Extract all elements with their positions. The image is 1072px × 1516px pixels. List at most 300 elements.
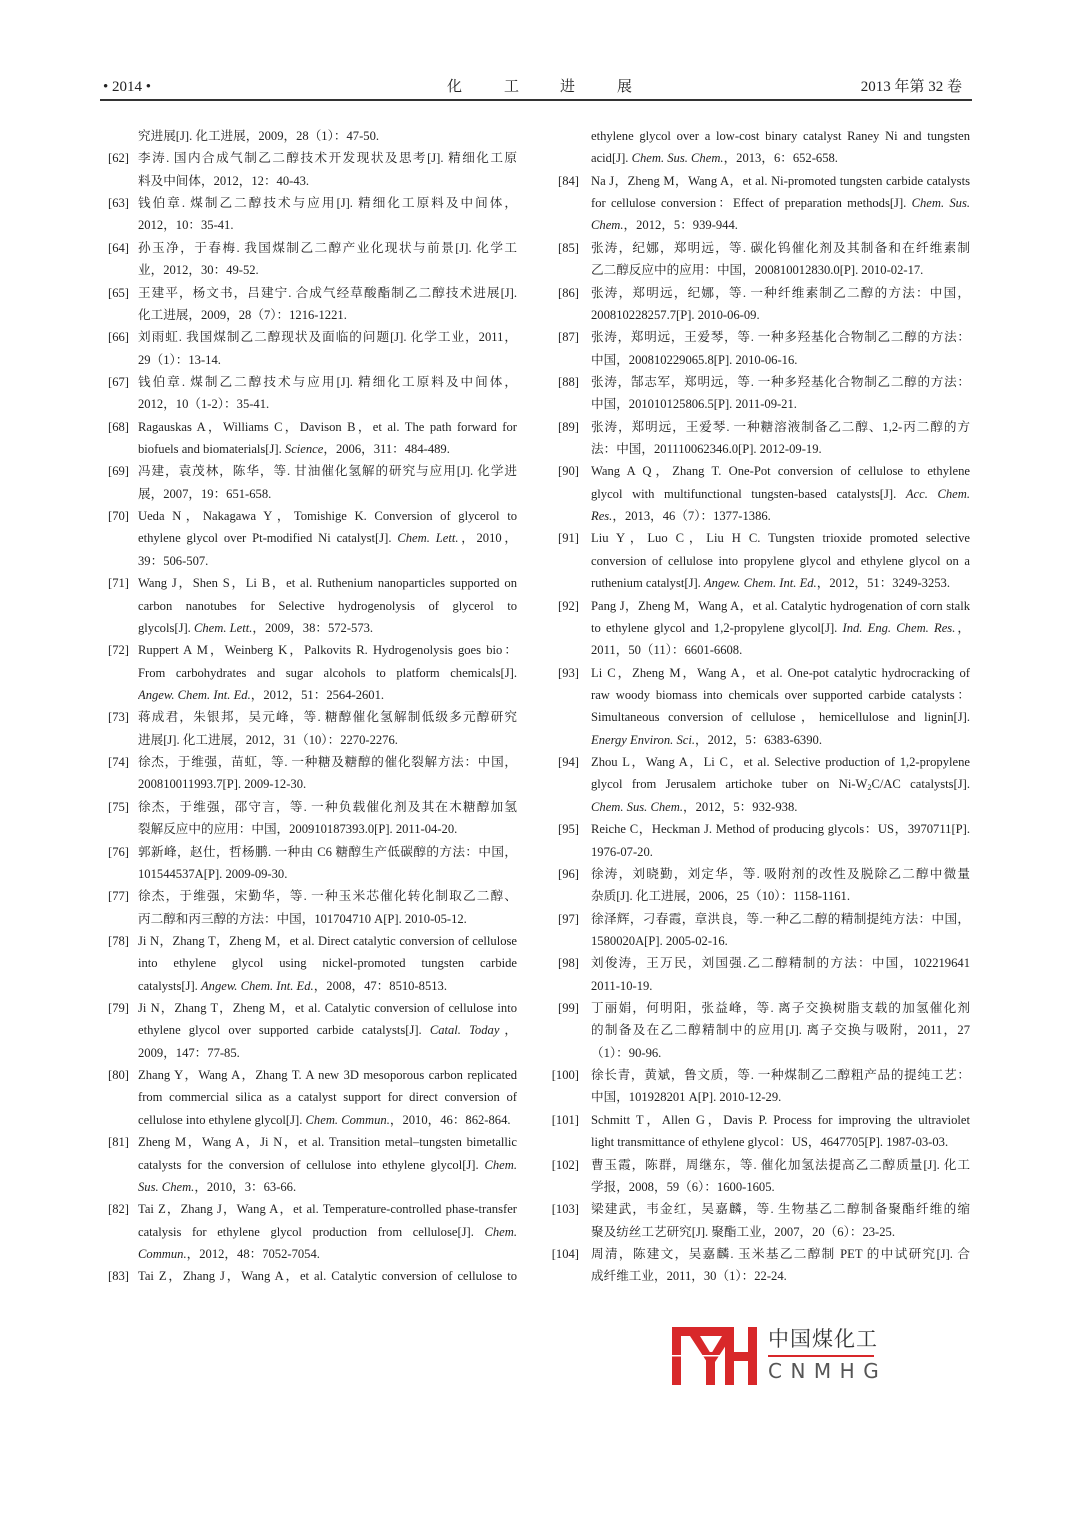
reference-entry <box>95 237 575 282</box>
logo-divider <box>768 1355 874 1357</box>
reference-number: [68] <box>108 419 129 434</box>
reference-entry <box>95 751 575 796</box>
reference-line <box>591 237 970 259</box>
reference-text: 29（1）：13-14. <box>138 352 221 367</box>
reference-line <box>138 170 517 192</box>
logo-name-chinese: 中国煤化工 <box>768 1327 878 1351</box>
reference-line <box>591 595 970 617</box>
journal-name: Acc. Chem. <box>905 486 970 501</box>
reference-text: 中国，200810229065.8[P]. 2010-06-16. <box>591 352 798 367</box>
reference-line <box>138 1086 517 1108</box>
reference-text: ， <box>955 620 970 635</box>
reference-line <box>591 349 970 371</box>
reference-text: from commercial silica as a catalyst support for direct conversion of <box>138 1090 517 1105</box>
reference-entry <box>95 1131 575 1198</box>
reference-line <box>138 1131 517 1153</box>
reference-line <box>591 371 970 393</box>
reference-entry <box>540 818 1020 863</box>
reference-text: ethylene glycol over supported carbide catalysts[J]. <box>138 1023 430 1038</box>
reference-line <box>138 1109 517 1131</box>
reference-line <box>138 885 517 907</box>
logo-name-english: CNMHG <box>768 1359 888 1383</box>
reference-number: [66] <box>108 330 129 345</box>
reference-entry <box>95 192 575 237</box>
reference-number: [86] <box>558 285 579 300</box>
reference-number: [103] <box>551 1202 579 1217</box>
reference-text: 2012，10（1-2）：35-41. <box>138 397 270 412</box>
reference-line <box>138 796 517 818</box>
reference-text: ，2008，47：8510-8513. <box>313 978 447 993</box>
reference-text: 业，2012，30：49-52. <box>138 263 259 278</box>
reference-line <box>138 572 517 594</box>
reference-line <box>138 975 517 997</box>
reference-text: cellulose into ethylene glycol[J]. <box>138 1112 306 1127</box>
reference-line <box>591 684 970 706</box>
reference-entry <box>95 147 575 192</box>
reference-line <box>138 125 517 147</box>
reference-text: 孙玉净，于春梅. 我国煤制乙二醇产业化现状与前景[J]. 化学工 <box>138 240 517 255</box>
reference-line <box>591 1221 970 1243</box>
reference-line <box>591 527 970 549</box>
reference-text: 中国，101928201 A[P]. 2010-12-29. <box>591 1090 782 1105</box>
reference-entry <box>540 952 1020 997</box>
reference-number: [63] <box>108 196 129 211</box>
reference-text: 冯建，袁茂林，陈华，等. 甘油催化氢解的研究与应用[J]. 化学进 <box>138 464 517 479</box>
reference-line <box>138 729 517 751</box>
reference-entry <box>95 125 575 147</box>
reference-text: 200810011993.7[P]. 2009-12-30. <box>138 777 307 792</box>
reference-line <box>591 930 970 952</box>
reference-entry <box>95 326 575 371</box>
reference-text: 究进展[J]. 化工进展，2009，28（1）：47-50. <box>138 129 380 143</box>
reference-line <box>138 483 517 505</box>
reference-entry <box>540 751 1020 818</box>
reference-number: [93] <box>558 665 579 680</box>
reference-line <box>138 550 517 572</box>
reference-text: 2011-10-19. <box>591 978 653 993</box>
reference-text: Ji N，Zhang T，Zheng M，et al. Direct catalytic conversion of cellulose <box>138 933 517 948</box>
reference-number: [79] <box>108 1001 129 1016</box>
reference-entry <box>95 841 575 886</box>
reference-line <box>138 192 517 214</box>
reference-text: C/AC catalysts[J]. <box>871 777 970 792</box>
reference-line <box>138 818 517 840</box>
reference-line <box>591 908 970 930</box>
reference-line <box>591 1086 970 1108</box>
reference-line <box>138 863 517 885</box>
reference-line <box>591 125 970 147</box>
reference-line <box>591 1198 970 1220</box>
reference-entry <box>95 282 575 327</box>
reference-line <box>591 639 970 661</box>
reference-line <box>591 997 970 1019</box>
reference-text: 1976-07-20. <box>591 844 653 859</box>
reference-entry <box>95 796 575 841</box>
reference-text: 101544537A[P]. 2009-09-30. <box>138 866 288 881</box>
reference-text: carbon nanotubes for Selective hydrogenolysis of glycerol to <box>138 598 517 613</box>
reference-number: [100] <box>551 1068 579 1083</box>
reference-text: ，2013，6：652-658. <box>723 151 838 166</box>
reference-line <box>591 773 970 795</box>
reference-text: 徐杰，于维强，邵守言，等. 一种负载催化剂及其在木糖醇加氢 <box>138 799 517 814</box>
reference-entry <box>95 371 575 416</box>
reference-text: conversion of cellulose into propylene glycol and ethylene glycol on a <box>591 553 970 568</box>
reference-line <box>591 1243 970 1265</box>
reference-text: ，2012，5：939-944. <box>623 218 738 233</box>
reference-number: [71] <box>108 576 129 591</box>
reference-text: 裂解反应中的应用：中国，200910187393.0[P]. 2011-04-20. <box>138 822 458 837</box>
journal-title-char: 进 <box>560 79 576 95</box>
reference-entry <box>540 1243 1020 1288</box>
reference-line <box>591 662 970 684</box>
reference-text: 化工进展，2009，28（7）：1216-1221. <box>138 307 347 322</box>
reference-line <box>138 416 517 438</box>
reference-number: [75] <box>108 799 129 814</box>
reference-text: 周清，陈建文，吴嘉麟. 玉米基乙二醇制 PET 的中试研究[J]. 合 <box>591 1246 970 1261</box>
reference-entry <box>95 1064 575 1131</box>
reference-line <box>138 259 517 281</box>
reference-line <box>138 505 517 527</box>
reference-line <box>591 483 970 505</box>
reference-entry <box>540 527 1020 594</box>
reference-text: 李涛. 国内合成气制乙二醇技术开发现状及思考[J]. 精细化工原 <box>138 151 517 166</box>
header-rule <box>100 99 972 101</box>
reference-number: [85] <box>558 240 579 255</box>
reference-number: [94] <box>558 755 579 770</box>
reference-entry <box>540 997 1020 1064</box>
reference-text: 王建平，杨文书，吕建宁. 合成气经草酸酯制乙二醇技术进展[J]. <box>138 285 517 300</box>
reference-text: 张涛，郜志军，郑明远，等. 一种多羟基化合物制乙二醇的方法： <box>591 374 970 389</box>
reference-text: Wang J，Shen S，Li B，et al. Ruthenium nanoparticles supported on <box>138 576 517 591</box>
reference-line <box>138 662 517 684</box>
reference-text: light transmittance of ethylene glycol：US，4647705[P]. 1987-03-03. <box>591 1135 949 1150</box>
reference-line <box>138 751 517 773</box>
reference-text: ，2012，51：2564-2601. <box>250 687 385 702</box>
reference-text: 郭新峰，赵仕，哲杨鹏. 一种由 C6 糖醇生产低碳醇的方法：中国， <box>138 844 517 859</box>
reference-text: 39：506-507. <box>138 553 209 568</box>
reference-number: [101] <box>551 1112 579 1127</box>
issue-info: 2013 年第 32 卷 <box>860 79 962 95</box>
reference-line <box>591 1131 970 1153</box>
reference-line <box>138 773 517 795</box>
journal-name: Chem. <box>484 1157 517 1172</box>
reference-line <box>138 349 517 371</box>
reference-text: ，2010，3：63-66. <box>194 1179 297 1194</box>
reference-line <box>138 460 517 482</box>
reference-text: 蒋成君，朱银邦，吴元峰，等. 糖醇催化氢解制低级多元醇研究 <box>138 710 517 725</box>
reference-number: [81] <box>108 1135 129 1150</box>
reference-entry <box>95 460 575 505</box>
reference-entry <box>540 282 1020 327</box>
reference-line <box>138 1221 517 1243</box>
reference-line <box>138 214 517 236</box>
reference-line <box>138 1265 517 1287</box>
reference-text: 中国，201010125806.5[P]. 2011-09-21. <box>591 397 797 412</box>
reference-line <box>138 617 517 639</box>
reference-entry <box>540 863 1020 908</box>
reference-number: [87] <box>558 330 579 345</box>
reference-line <box>591 796 970 818</box>
reference-line <box>591 304 970 326</box>
journal-name: Sus. Chem. <box>138 1179 195 1194</box>
reference-text: Zhang Y，Wang A，Zhang T. A new 3D mesoporous carbon replicated <box>138 1068 517 1083</box>
reference-line <box>591 214 970 236</box>
reference-text: ，2010，46：862-864. <box>389 1112 511 1127</box>
reference-line <box>591 572 970 594</box>
reference-line <box>591 147 970 169</box>
reference-number: [76] <box>108 844 129 859</box>
journal-title-char: 化 <box>447 79 463 95</box>
reference-text: （1）：90-96. <box>591 1045 662 1060</box>
reference-text: ，2012，5：932-938. <box>683 799 798 814</box>
reference-text: 成纤维工业，2011，30（1）：22-24. <box>591 1269 787 1284</box>
reference-entry <box>540 1154 1020 1199</box>
journal-name: Angew. Chem. Int. Ed. <box>703 576 817 591</box>
reference-text: catalysis for ethylene glycol production from cellulose[J]. <box>138 1224 485 1239</box>
reference-line <box>591 416 970 438</box>
reference-line <box>138 147 517 169</box>
reference-text: Ruppert A M，Weinberg K，Palkovits R. Hydrogenolysis goes bio： <box>138 643 517 658</box>
reference-line <box>591 393 970 415</box>
reference-line <box>591 192 970 214</box>
reference-entry <box>95 1265 575 1287</box>
reference-text: 1580020A[P]. 2005-02-16. <box>591 933 728 948</box>
reference-number: [78] <box>108 933 129 948</box>
reference-text: ，2006，311：484-489. <box>323 442 450 457</box>
reference-number: [92] <box>558 598 579 613</box>
reference-text: into ethylene glycol using nickel-promoted tungsten carbide <box>138 956 517 971</box>
reference-number: [102] <box>551 1157 579 1172</box>
reference-number: [104] <box>551 1246 579 1261</box>
reference-text: Ji N，Zhang T，Zheng M，et al. Catalytic conversion of cellulose into <box>138 1001 517 1016</box>
reference-line <box>138 371 517 393</box>
reference-entry <box>95 639 575 706</box>
journal-name: Chem. Lett. <box>397 531 459 546</box>
reference-entry <box>540 125 1020 170</box>
journal-name: Ind. Eng. Chem. Res. <box>842 620 956 635</box>
reference-number: [70] <box>108 509 129 524</box>
reference-line <box>591 1109 970 1131</box>
reference-line <box>138 639 517 661</box>
reference-entry <box>95 505 575 572</box>
reference-text: Zheng M，Wang A，Ji N，et al. Transition metal–tungsten bimetallic <box>138 1135 517 1150</box>
reference-text: Na J，Zheng M，Wang A，et al. Ni-promoted tungsten carbide catalysts <box>591 173 970 188</box>
reference-line <box>138 841 517 863</box>
reference-entry <box>540 326 1020 371</box>
reference-text: Simultaneous conversion of cellulose，hemicellulose and lignin[J]. <box>591 710 970 725</box>
journal-name: Res. <box>591 509 613 524</box>
reference-line <box>138 908 517 930</box>
reference-line <box>591 1154 970 1176</box>
reference-entry <box>540 908 1020 953</box>
reference-text: Schmitt T，Allen G，Davis P. Process for improving the ultraviolet <box>591 1112 970 1127</box>
reference-number: [64] <box>108 240 129 255</box>
reference-entry <box>540 662 1020 751</box>
reference-text: 进展[J]. 化工进展，2012，31（10）：2270-2276. <box>138 732 398 747</box>
reference-line <box>591 617 970 639</box>
reference-line <box>138 997 517 1019</box>
reference-text: 刘俊涛，王万民，刘国强.乙二醇精制的方法：中国，102219641 <box>591 956 970 971</box>
reference-line <box>591 460 970 482</box>
reference-line <box>591 1019 970 1041</box>
reference-text: 张涛，纪娜，郑明远，等. 碳化钨催化剂及其制备和在纤维素制 <box>591 240 970 255</box>
reference-text: 学报，2008，59（6）：1600-1605. <box>591 1179 775 1194</box>
reference-text: 徐杰，于维强，宋勤华，等. 一种玉米芯催化转化制取乙二醇、 <box>138 889 517 904</box>
reference-text: Tai Z，Zhang J，Wang A，et al. Temperature-controlled phase-transfer <box>138 1202 517 1217</box>
reference-number: [62] <box>108 151 129 166</box>
reference-text: From carbohydrates and sugar alcohols to platform chemicals[J]. <box>138 665 517 680</box>
reference-line <box>138 1042 517 1064</box>
reference-text: Tai Z，Zhang J，Wang A，et al. Catalytic conversion of cellulose to <box>138 1269 517 1284</box>
reference-text: glycol from Jerusalem artichoke tuber on Ni-W <box>591 777 868 792</box>
reference-text: Zhou L，Wang A，Li C，et al. Selective production of 1,2-propylene <box>591 755 970 770</box>
reference-line <box>138 393 517 415</box>
reference-line <box>591 706 970 728</box>
reference-entry <box>540 1109 1020 1154</box>
reference-number: [72] <box>108 643 129 658</box>
reference-text: ，2012，48：7052-7054. <box>186 1246 320 1261</box>
journal-name: Energy Environ. Sci. <box>591 732 695 747</box>
reference-text: ，2010， <box>458 531 517 546</box>
reference-number: [65] <box>108 285 129 300</box>
reference-line <box>591 326 970 348</box>
reference-text: 杂质[J]. 化工进展，2006，25（10）：1158-1161. <box>591 889 850 904</box>
reference-text: 2011，50（11）：6601-6608. <box>591 643 743 658</box>
reference-text: 曹玉霞，陈群，周继东，等. 催化加氢法提高乙二醇质量[J]. 化工 <box>591 1157 970 1172</box>
reference-text: 钱伯章. 煤制乙二醇技术与应用[J]. 精细化工原料及中间体， <box>138 374 517 389</box>
reference-entry <box>540 416 1020 461</box>
reference-line <box>591 282 970 304</box>
reference-line <box>138 930 517 952</box>
reference-line <box>591 170 970 192</box>
reference-entry <box>95 572 575 639</box>
journal-name: Chem. <box>484 1224 517 1239</box>
reference-text: Ueda N，Nakagawa Y，Tomishige K. Conversion of glycerol to <box>138 509 517 524</box>
reference-line <box>591 259 970 281</box>
reference-text: Pang J，Zheng M，Wang A，et al. Catalytic hydrogenation of corn stalk <box>591 598 970 613</box>
reference-text: 展，2007，19：651-658. <box>138 486 272 501</box>
references-left-column <box>95 125 575 1288</box>
reference-line <box>138 1198 517 1220</box>
subscript: 2 <box>867 783 872 793</box>
reference-text: catalysts[J]. <box>138 978 201 993</box>
reference-text: 张涛，郑明远，王爱琴. 一种糖溶液制备乙二醇、1,2-丙二醇的方 <box>591 419 970 434</box>
reference-number: [96] <box>558 866 579 881</box>
reference-entry <box>540 371 1020 416</box>
reference-number: [97] <box>558 911 579 926</box>
reference-number: [69] <box>108 464 129 479</box>
reference-line <box>591 1265 970 1287</box>
reference-line <box>138 326 517 348</box>
reference-number: [83] <box>108 1269 129 1284</box>
reference-line <box>138 1243 517 1265</box>
reference-line <box>138 706 517 728</box>
reference-line <box>591 550 970 572</box>
reference-text: 刘雨虹. 我国煤制乙二醇现状及面临的问题[J]. 化学工业，2011， <box>138 330 517 345</box>
journal-name: Chem. Sus. <box>911 196 970 211</box>
reference-text: Li C，Zheng M，Wang A，et al. One-pot catalytic hydrocracking of <box>591 665 970 680</box>
reference-line <box>138 304 517 326</box>
reference-number: [84] <box>558 173 579 188</box>
reference-entry <box>540 1064 1020 1109</box>
reference-text: 2009，147：77-85. <box>138 1045 240 1060</box>
reference-text: 梁建武，韦金红，吴嘉麟，等. 生物基乙二醇制备聚酯纤维的缩 <box>591 1202 970 1217</box>
reference-line <box>591 885 970 907</box>
reference-line <box>138 237 517 259</box>
journal-name: Chem. Commun. <box>305 1112 390 1127</box>
reference-text: 乙二醇反应中的应用：中国，200810012830.0[P]. 2010-02-17. <box>591 263 924 278</box>
reference-line <box>138 595 517 617</box>
journal-name: Commun. <box>138 1246 187 1261</box>
reference-entry <box>540 1198 1020 1243</box>
reference-number: [95] <box>558 822 579 837</box>
reference-text: ， <box>499 1023 517 1038</box>
reference-text: catalysts for the conversion of cellulose into ethylene glycol[J]. <box>138 1157 485 1172</box>
reference-text: 聚及纺丝工艺研究[J]. 聚酯工业，2007，20（6）：23-25. <box>591 1224 895 1239</box>
reference-line <box>591 1064 970 1086</box>
journal-name: Catal. Today <box>429 1023 500 1038</box>
reference-line <box>138 438 517 460</box>
reference-entry <box>540 170 1020 237</box>
reference-line <box>591 505 970 527</box>
reference-number: [89] <box>558 419 579 434</box>
reference-text: ethylene glycol over Pt-modified Ni catalyst[J]. <box>138 531 398 546</box>
reference-text: raw woody biomass into chemicals over supported carbide catalysts： <box>591 687 970 702</box>
reference-text: 徐泽辉，刁春霞，章洪良，等.一种乙二醇的精制提纯方法：中国， <box>591 911 970 926</box>
reference-text: 张涛，郑明远，纪娜，等. 一种纤维素制乙二醇的方法：中国， <box>591 285 970 300</box>
reference-text: 2012，10：35-41. <box>138 218 234 233</box>
journal-name: Chem. <box>591 218 624 233</box>
reference-text: ，2012，5：6383-6390. <box>694 732 822 747</box>
reference-entry <box>95 706 575 751</box>
reference-number: [80] <box>108 1068 129 1083</box>
reference-text: 徐长青，黄斌，鲁文质，等. 一种煤制乙二醇粗产品的提纯工艺： <box>591 1068 970 1083</box>
reference-text: 200810228257.7[P]. 2010-06-09. <box>591 307 760 322</box>
reference-entry <box>95 930 575 997</box>
reference-text: 料及中间体，2012，12：40-43. <box>138 173 310 188</box>
reference-text: ruthenium catalyst[J]. <box>591 576 704 591</box>
reference-number: [74] <box>108 755 129 770</box>
reference-text: to ethylene glycol and 1,2-propylene glycol[J]. <box>591 620 843 635</box>
reference-number: [99] <box>558 1001 579 1016</box>
reference-line <box>138 282 517 304</box>
reference-text: biofuels and biomaterials[J]. <box>138 442 285 457</box>
reference-line <box>138 684 517 706</box>
reference-text: ethylene glycol over a low-cost binary catalyst Raney Ni and tungsten <box>591 129 970 143</box>
journal-title-char: 展 <box>617 79 633 95</box>
reference-line <box>138 1154 517 1176</box>
reference-number: [82] <box>108 1202 129 1217</box>
reference-line <box>591 952 970 974</box>
reference-text: 丙二醇和丙三醇的方法：中国，101704710 A[P]. 2010-05-12. <box>138 911 467 926</box>
journal-name: Angew. Chem. Int. Ed. <box>138 687 251 702</box>
reference-text: 徐涛，刘晓勤，刘定华，等. 吸附剂的改性及脱除乙二醇中微量 <box>591 866 970 881</box>
reference-text: ，2009，38：572-573. <box>252 620 374 635</box>
reference-line <box>591 818 970 840</box>
reference-entry <box>540 460 1020 527</box>
reference-text: for cellulose conversion：Effect of preparation methods[J]. <box>591 196 912 211</box>
reference-entry <box>95 885 575 930</box>
reference-entry <box>540 595 1020 662</box>
reference-entry <box>540 237 1020 282</box>
reference-text: Liu Y，Luo C，Liu H C. Tungsten trioxide promoted selective <box>591 531 970 546</box>
reference-text: Ragauskas A，Williams C，Davison B，et al. The path forward for <box>138 419 517 434</box>
page-number: • 2014 • <box>103 79 152 95</box>
reference-line <box>591 841 970 863</box>
journal-name: Science <box>284 442 324 457</box>
journal-title-char: 工 <box>504 79 520 95</box>
reference-line <box>138 1064 517 1086</box>
